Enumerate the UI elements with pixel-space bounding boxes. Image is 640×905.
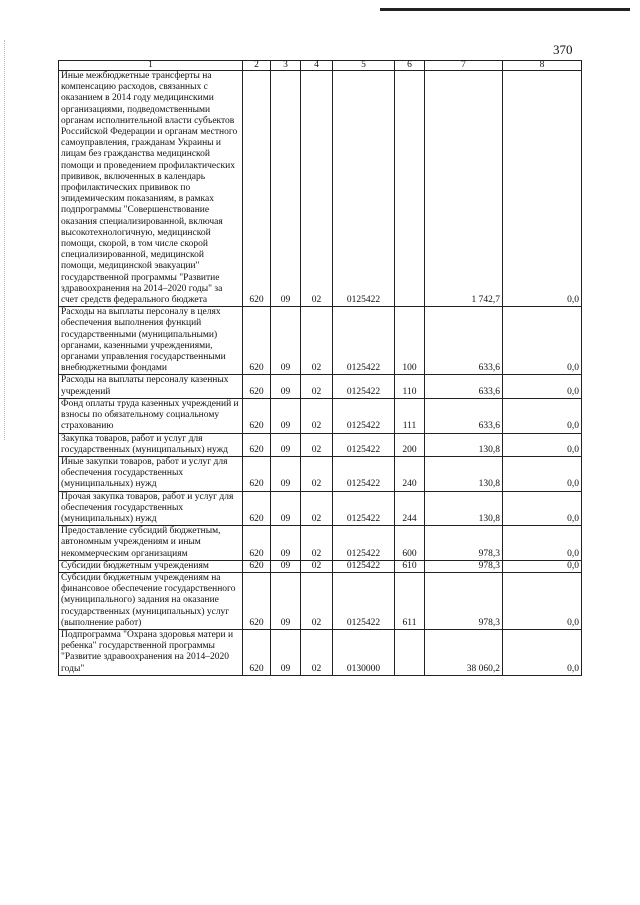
subsection-code: 02: [301, 71, 333, 307]
page-number: 370: [553, 42, 573, 57]
target-item-code: 0125422: [333, 572, 395, 629]
subsection-code: 02: [301, 456, 333, 491]
amount-value-2: 0,0: [503, 629, 582, 675]
section-code: 09: [271, 526, 301, 561]
subsection-code: 02: [301, 307, 333, 375]
column-number-row: [59, 61, 582, 71]
ministry-code: 620: [243, 433, 271, 456]
top-border-line: [380, 8, 630, 11]
amount-value: 633,6: [425, 398, 503, 433]
table-row: [59, 398, 582, 433]
amount-value-2: 0,0: [503, 526, 582, 561]
expense-type-code: [395, 71, 425, 307]
amount-value: 130,8: [425, 456, 503, 491]
target-item-code: 0125422: [333, 456, 395, 491]
amount-value: 38 060,2: [425, 629, 503, 675]
amount-value: 130,8: [425, 433, 503, 456]
column-header: 3: [271, 61, 301, 71]
expense-name: Предоставление субсидий бюджетным, автономным учреждениям и иным некоммерческим организациям: [59, 526, 243, 561]
section-code: 09: [271, 491, 301, 526]
expense-name: Фонд оплаты труда казенных учреждений и взносы по обязательному социальному страхованию: [59, 398, 243, 433]
section-code: 09: [271, 629, 301, 675]
target-item-code: 0125422: [333, 307, 395, 375]
amount-value: 1 742,7: [425, 71, 503, 307]
amount-value: 633,6: [425, 307, 503, 375]
expense-name: Подпрограмма "Охрана здоровья матери и ребенка" государственной программы "Развитие здравоохранения на 2014–2020 годы": [59, 629, 243, 675]
section-code: 09: [271, 398, 301, 433]
ministry-code: 620: [243, 526, 271, 561]
expense-type-code: 600: [395, 526, 425, 561]
subsection-code: 02: [301, 398, 333, 433]
target-item-code: 0125422: [333, 526, 395, 561]
amount-value: 130,8: [425, 491, 503, 526]
table-row: [59, 71, 582, 307]
ministry-code: 620: [243, 572, 271, 629]
table-row: [59, 572, 582, 629]
target-item-code: 0125422: [333, 560, 395, 572]
expense-name: Субсидии бюджетным учреждениям на финансовое обеспечение государственного (муниципального) задания на оказание государственных (муниципальных) услуг (выполнение работ): [59, 572, 243, 629]
expense-type-code: [395, 629, 425, 675]
expense-type-code: 244: [395, 491, 425, 526]
table-row: [59, 491, 582, 526]
amount-value: 978,3: [425, 572, 503, 629]
amount-value-2: 0,0: [503, 307, 582, 375]
amount-value-2: 0,0: [503, 433, 582, 456]
column-header: 6: [395, 61, 425, 71]
expense-name: Субсидии бюджетным учреждениям: [59, 560, 243, 572]
target-item-code: 0125422: [333, 433, 395, 456]
subsection-code: 02: [301, 572, 333, 629]
target-item-code: 0130000: [333, 629, 395, 675]
target-item-code: 0125422: [333, 375, 395, 398]
table-row: [59, 560, 582, 572]
ministry-code: 620: [243, 375, 271, 398]
column-header: 4: [301, 61, 333, 71]
subsection-code: 02: [301, 375, 333, 398]
section-code: 09: [271, 456, 301, 491]
amount-value-2: 0,0: [503, 572, 582, 629]
section-code: 09: [271, 572, 301, 629]
column-header: 2: [243, 61, 271, 71]
expense-name: Расходы на выплаты персоналу в целях обеспечения выполнения функций государственными (муниципальными) органами, казенными учреждениями, органами управления государственными внебюджетными фондами: [59, 307, 243, 375]
column-header: 7: [425, 61, 503, 71]
table-row: [59, 629, 582, 675]
expense-name: Расходы на выплаты персоналу казенных учреждений: [59, 375, 243, 398]
scan-margin-marks: [4, 40, 6, 440]
expense-type-code: 610: [395, 560, 425, 572]
expense-type-code: 611: [395, 572, 425, 629]
expense-type-code: 111: [395, 398, 425, 433]
ministry-code: 620: [243, 307, 271, 375]
target-item-code: 0125422: [333, 491, 395, 526]
expense-type-code: 200: [395, 433, 425, 456]
amount-value: 978,3: [425, 526, 503, 561]
subsection-code: 02: [301, 433, 333, 456]
amount-value: 633,6: [425, 375, 503, 398]
table-row: [59, 526, 582, 561]
ministry-code: 620: [243, 491, 271, 526]
column-header: 8: [503, 61, 582, 71]
table-row: [59, 456, 582, 491]
column-header: 1: [59, 61, 243, 71]
amount-value-2: 0,0: [503, 398, 582, 433]
table-row: [59, 307, 582, 375]
table-row: [59, 433, 582, 456]
amount-value: 978,3: [425, 560, 503, 572]
target-item-code: 0125422: [333, 398, 395, 433]
expense-name: Иные межбюджетные трансферты на компенсацию расходов, связанных с оказанием в 2014 году медицинскими организациями, подведомственными органам исполнительной власти субъектов Российской Федерации и органам местного самоуправления, гражданам Украины и лицам без гражданства медицинской помощи и проведением профилактических прививок, включенных в календарь профилактических прививок по эпидемическим показаниям, в рамках подпрограммы "Совершенствование оказания специализированной, включая высокотехнологичную, медицинской помощи, скорой, в том числе скорой специализированной, медицинской помощи, медицинской эвакуации" государственной программы "Развитие здравоохранения на 2014–2020 годы" за счет средств федерального бюджета: [59, 71, 243, 307]
expense-type-code: 240: [395, 456, 425, 491]
target-item-code: 0125422: [333, 71, 395, 307]
expense-type-code: 100: [395, 307, 425, 375]
subsection-code: 02: [301, 560, 333, 572]
ministry-code: 620: [243, 71, 271, 307]
amount-value-2: 0,0: [503, 491, 582, 526]
ministry-code: 620: [243, 398, 271, 433]
ministry-code: 620: [243, 560, 271, 572]
subsection-code: 02: [301, 526, 333, 561]
section-code: 09: [271, 375, 301, 398]
section-code: 09: [271, 71, 301, 307]
table-row: [59, 375, 582, 398]
ministry-code: 620: [243, 456, 271, 491]
section-code: 09: [271, 560, 301, 572]
section-code: 09: [271, 307, 301, 375]
expense-type-code: 110: [395, 375, 425, 398]
amount-value-2: 0,0: [503, 375, 582, 398]
amount-value-2: 0,0: [503, 456, 582, 491]
column-header: 5: [333, 61, 395, 71]
expense-name: Прочая закупка товаров, работ и услуг для обеспечения государственных (муниципальных) нужд: [59, 491, 243, 526]
amount-value-2: 0,0: [503, 71, 582, 307]
expense-name: Иные закупки товаров, работ и услуг для обеспечения государственных (муниципальных) нужд: [59, 456, 243, 491]
ministry-code: 620: [243, 629, 271, 675]
subsection-code: 02: [301, 491, 333, 526]
section-code: 09: [271, 433, 301, 456]
subsection-code: 02: [301, 629, 333, 675]
expense-name: Закупка товаров, работ и услуг для государственных (муниципальных) нужд: [59, 433, 243, 456]
budget-table: [58, 60, 582, 676]
amount-value-2: 0,0: [503, 560, 582, 572]
